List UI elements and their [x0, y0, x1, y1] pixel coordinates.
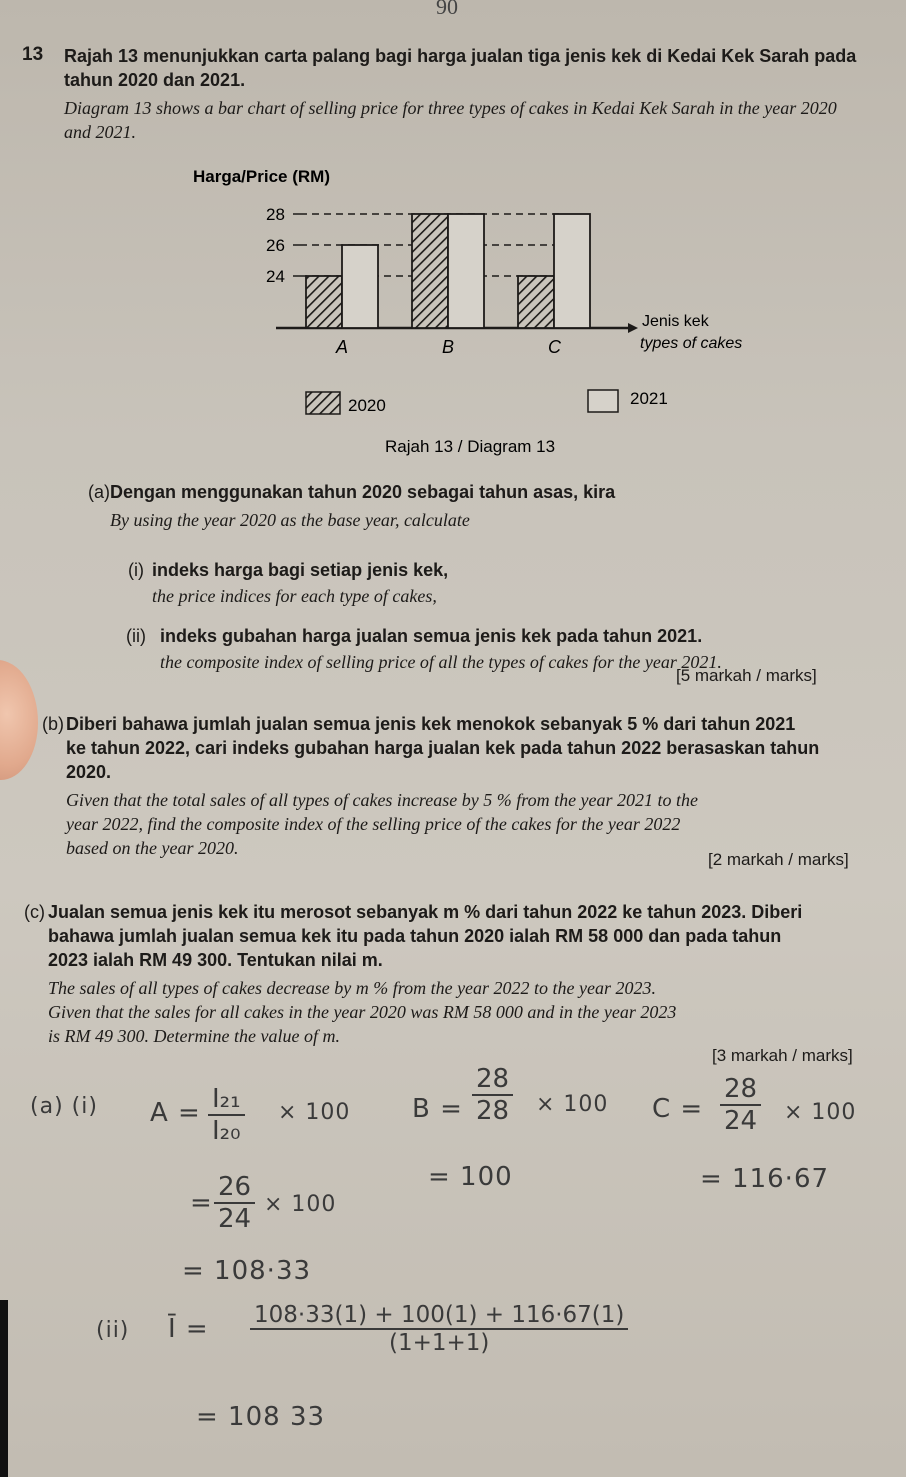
x-axis-arrow-icon — [628, 323, 638, 333]
hw-a-numerator-2: 26 — [214, 1172, 255, 1204]
part-a-ii-english: the composite index of selling price of all the types of cakes for the year 2021. — [160, 652, 722, 672]
hw-a-eq2: = — [190, 1188, 213, 1218]
part-c-label: (c) — [24, 902, 45, 922]
part-a-english: By using the year 2020 as the base year, calculate — [110, 510, 470, 530]
hw-a-denominator-1: I₂₀ — [212, 1116, 241, 1146]
part-a-i-english: the price indices for each type of cakes, — [152, 586, 437, 606]
part-b-english-line1: Given that the total sales of all types of cakes increase by 5 % from the year 2021 to the — [66, 790, 699, 810]
hw-b-times-100: × 100 — [536, 1092, 609, 1117]
part-b-malay-line2: ke tahun 2022, cari indeks gubahan harga jualan kek pada tahun 2022 berasaskan tahun — [66, 738, 820, 758]
hw-ii-result: = 108 33 — [196, 1402, 326, 1432]
bar-A-2021 — [342, 245, 378, 328]
part-c-english-line1: The sales of all types of cakes decrease by m % from the year 2022 to the year 2023. — [48, 978, 657, 998]
intro-english: Diagram 13 shows a bar chart of selling price for three types of cakes in Kedai Kek Sarah in the year 2020 and 2021. — [64, 98, 837, 142]
hw-b-result: = 100 — [428, 1162, 513, 1192]
part-a — [88, 480, 870, 532]
hw-a-denominator-2: 24 — [218, 1204, 252, 1234]
part-a-ii-malay: indeks gubahan harga jualan semua jenis kek pada tahun 2021. — [160, 626, 703, 646]
hw-part-a-ii-label: (ii) — [96, 1318, 130, 1343]
y-axis-label: Harga/Price (RM) — [193, 167, 330, 186]
hw-ii-numerator: 108·33(1) + 100(1) + 116·67(1) — [250, 1302, 628, 1330]
hw-ii-fraction — [250, 1302, 628, 1356]
part-a-i — [128, 558, 852, 608]
legend-swatch-2021 — [588, 390, 618, 412]
bar-B-2020 — [412, 214, 448, 328]
hw-a-times-100-2: × 100 — [264, 1192, 337, 1217]
hw-a-lhs: A = — [150, 1098, 201, 1128]
legend-swatch-2020 — [306, 392, 340, 414]
part-b — [42, 712, 866, 860]
hw-c-result: = 116·67 — [700, 1164, 830, 1194]
part-a-i-malay: indeks harga bagi setiap jenis kek, — [152, 560, 449, 580]
y-tick-label-26: 26 — [266, 236, 285, 255]
hw-a-fraction-1 — [208, 1084, 245, 1146]
part-b-malay-line1: Diberi bahawa jumlah jualan semua jenis kek menokok sebanyak 5 % dari tahun 2021 — [66, 714, 796, 734]
y-tick-label-28: 28 — [266, 205, 285, 224]
page-number: 90 — [436, 0, 458, 19]
hw-b-numerator: 28 — [472, 1064, 513, 1096]
part-c-english-line2: Given that the sales for all cakes in the year 2020 was RM 58 000 and in the year 2023 — [48, 1002, 677, 1022]
part-a-malay: Dengan menggunakan tahun 2020 sebagai tahun asas, kira — [110, 482, 616, 502]
hw-ibar: Ī = — [168, 1314, 209, 1344]
part-b-marks: [2 markah / marks] — [708, 850, 849, 869]
part-c-malay-line1: Jualan semua jenis kek itu merosot sebanyak m % dari tahun 2022 ke tahun 2023. Diberi — [48, 902, 803, 922]
part-a-i-label: (i) — [128, 560, 144, 580]
hw-a-times-100-1: × 100 — [278, 1100, 351, 1125]
chart-caption: Rajah 13 / Diagram 13 — [385, 437, 556, 456]
hw-c-times-100: × 100 — [784, 1100, 857, 1125]
part-a-marks: [5 markah / marks] — [676, 666, 817, 685]
hw-c-denominator: 24 — [724, 1106, 758, 1136]
x-axis-label-english: types of cakes — [640, 335, 743, 352]
part-b-english-line3: based on the year 2020. — [66, 838, 239, 858]
hw-ii-denominator: (1+1+1) — [389, 1330, 490, 1356]
x-tick-label-A: A — [336, 337, 349, 357]
x-tick-label-C: C — [548, 337, 561, 357]
x-axis-label-malay: Jenis kek — [642, 313, 709, 330]
question-number: 13 — [22, 44, 44, 65]
hw-a-fraction-2 — [214, 1172, 255, 1234]
part-a-ii-label: (ii) — [126, 626, 146, 646]
y-tick-label-24: 24 — [266, 267, 285, 286]
part-c — [24, 900, 878, 1048]
part-b-label: (b) — [42, 714, 64, 734]
thumb-photo-artifact — [0, 660, 38, 780]
legend-label-2021: 2021 — [630, 389, 668, 408]
part-c-malay-line2: bahawa jumlah jualan semua kek itu pada tahun 2020 ialah RM 58 000 dan pada tahun — [48, 926, 782, 946]
hw-c-fraction — [720, 1074, 761, 1136]
hw-part-a-i-label: (a) (i) — [30, 1094, 98, 1119]
part-c-malay-line3: 2023 ialah RM 49 300. Tentukan nilai m. — [48, 950, 383, 970]
hw-c-lhs: C = — [652, 1094, 704, 1124]
bar-chart — [0, 0, 906, 470]
hw-b-fraction — [472, 1064, 513, 1126]
hw-b-lhs: B = — [412, 1094, 463, 1124]
bar-B-2021 — [448, 214, 484, 328]
part-c-english-line3: is RM 49 300. Determine the value of m. — [48, 1026, 340, 1046]
part-b-malay-line3: 2020. — [66, 762, 112, 782]
bar-A-2020 — [306, 276, 342, 328]
intro-malay: Rajah 13 menunjukkan carta palang bagi harga jualan tiga jenis kek di Kedai Kek Sarah pada tahun 2020 dan 2021. — [64, 46, 857, 90]
part-b-english-line2: year 2022, find the composite index of the selling price of the cakes for the year 2022 — [66, 814, 681, 834]
part-c-marks: [3 markah / marks] — [712, 1046, 853, 1065]
legend-label-2020: 2020 — [348, 396, 386, 415]
bar-C-2020 — [518, 276, 554, 328]
hw-a-numerator-1: I₂₁ — [208, 1084, 245, 1116]
hw-b-denominator: 28 — [476, 1096, 510, 1126]
page-edge-shadow — [0, 1300, 8, 1477]
part-a-label: (a) — [88, 482, 110, 502]
bar-C-2021 — [554, 214, 590, 328]
hw-c-numerator: 28 — [720, 1074, 761, 1106]
x-tick-label-B: B — [442, 337, 455, 357]
hw-a-result: = 108·33 — [182, 1256, 312, 1286]
